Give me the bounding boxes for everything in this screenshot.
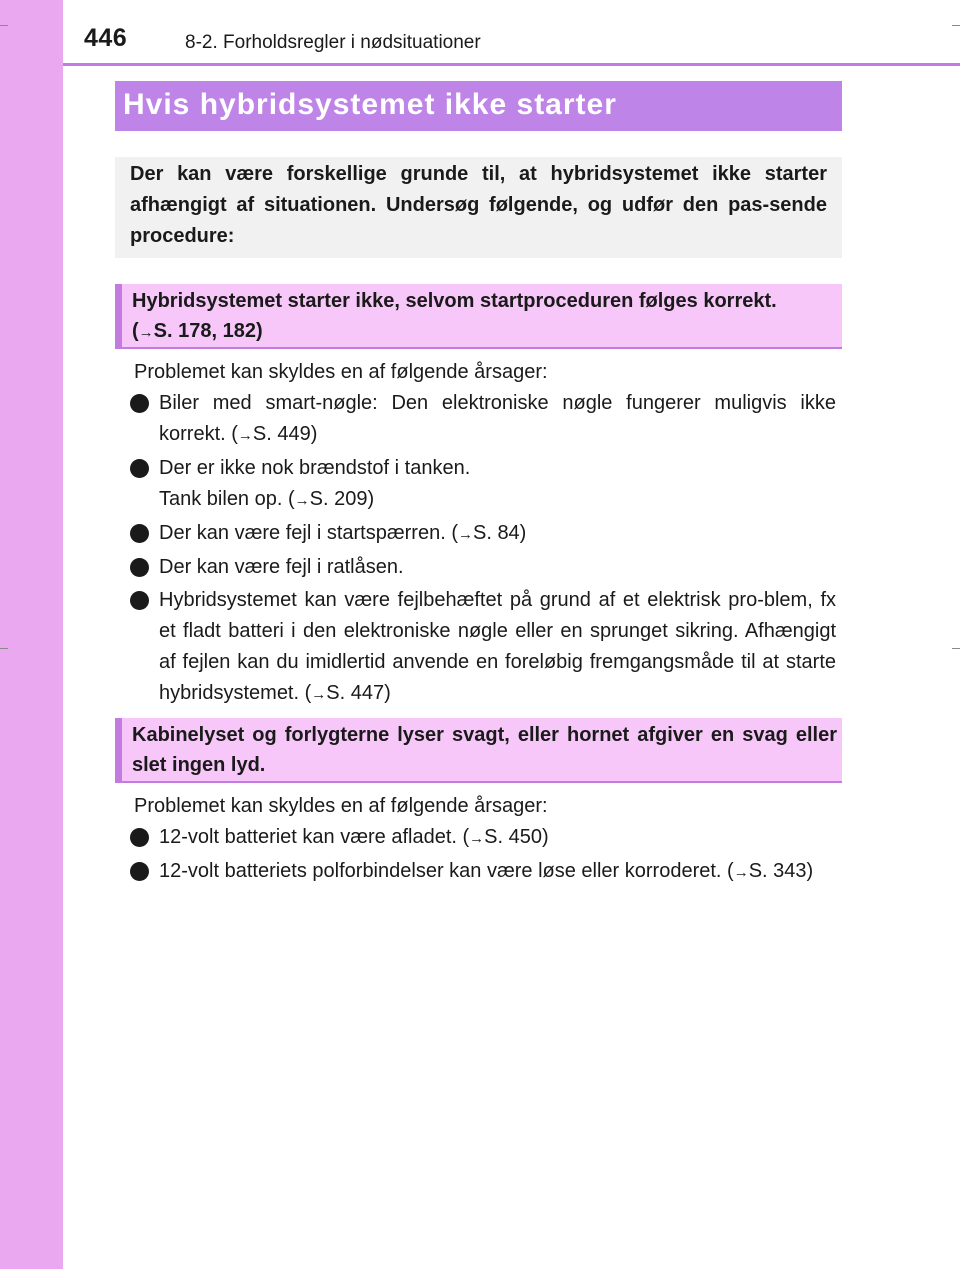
page-reference: S. 84) (472, 522, 527, 544)
list-item: 12-volt batteriets polforbindelser kan være løse eller korroderet. (→S. 343) (130, 856, 836, 888)
bullet-icon (130, 862, 149, 881)
chapter-section-title: 8-2. Forholdsregler i nødsituationer (185, 32, 481, 53)
subheading-1-ref: S. 178, 182) (153, 320, 263, 342)
page-reference: S. 447) (326, 682, 391, 704)
crop-mark (952, 648, 960, 649)
page-number: 446 (84, 24, 128, 52)
crop-mark (952, 25, 960, 26)
intro-box (115, 157, 842, 258)
list-item: 12-volt batteriet kan være afladet. (→S. 450) (130, 822, 836, 854)
arrow-right-icon: → (138, 324, 154, 341)
crop-mark (0, 648, 8, 649)
list-item: Biler med smart-nøgle: Den elektroniske nøgle fungerer muligvis ikke korrekt. (→S. 449) (130, 388, 836, 451)
list-item: Der kan være fejl i startspærren. (→S. 84) (130, 518, 836, 550)
list-item: Hybridsystemet kan være fejlbehæftet på grund af et elektrisk pro-blem, fx et fladt batteri i den elektroniske nøgle eller en sprunget sikring. Afhængigt af fejlen kan du imidlertid anvende en foreløbig fremgangsmåde til at starte hybridsystemet. (→S. 447) (130, 585, 836, 710)
header-divider (63, 63, 960, 66)
subheading-box-1 (115, 284, 842, 349)
arrow-right-icon: → (457, 526, 473, 543)
subheading-1-text: Hybridsystemet starter ikke, selvom startproceduren følges korrekt. (132, 290, 777, 312)
crop-mark (0, 25, 8, 26)
page-reference: S. 450) (484, 826, 549, 848)
list-item: Der kan være fejl i ratlåsen. (130, 552, 836, 583)
section-2-list (130, 822, 836, 890)
arrow-right-icon: → (237, 427, 253, 444)
arrow-right-icon: → (733, 864, 749, 881)
bullet-icon (130, 394, 149, 413)
subheading-2: Kabinelyset og forlygterne lyser svagt, eller hornet afgiver en svag eller slet ingen lyd. (132, 724, 837, 776)
bullet-icon (130, 459, 149, 478)
bullet-icon (130, 524, 149, 543)
section-1-lead: Problemet kan skyldes en af følgende årsager: (134, 361, 548, 383)
subheading-1 (132, 286, 837, 348)
section-2-lead: Problemet kan skyldes en af følgende årsager: (134, 795, 548, 817)
side-color-bar (0, 0, 63, 1269)
subheading-box-2 (115, 718, 842, 783)
bullet-icon (130, 828, 149, 847)
list-item: Der er ikke nok brændstof i tanken. Tank bilen op. (→S. 209) (130, 453, 836, 516)
section-1-list (130, 388, 836, 712)
page-title: Hvis hybridsystemet ikke starter (123, 88, 617, 121)
subheading-1-ref-open: ( (132, 320, 139, 342)
arrow-right-icon: → (311, 686, 327, 703)
intro-text: Der kan være forskellige grunde til, at hybridsystemet ikke starter afhængigt af situationen. Undersøg følgende, og udfør den pas-sende procedure: (130, 163, 827, 247)
arrow-right-icon: → (469, 830, 485, 847)
page-title-banner (115, 81, 842, 131)
bullet-icon (130, 591, 149, 610)
page-reference: S. 209) (309, 488, 375, 510)
bullet-icon (130, 558, 149, 577)
arrow-right-icon: → (294, 492, 310, 509)
page-reference: S. 449) (252, 423, 318, 445)
page-reference: S. 343) (748, 860, 814, 882)
